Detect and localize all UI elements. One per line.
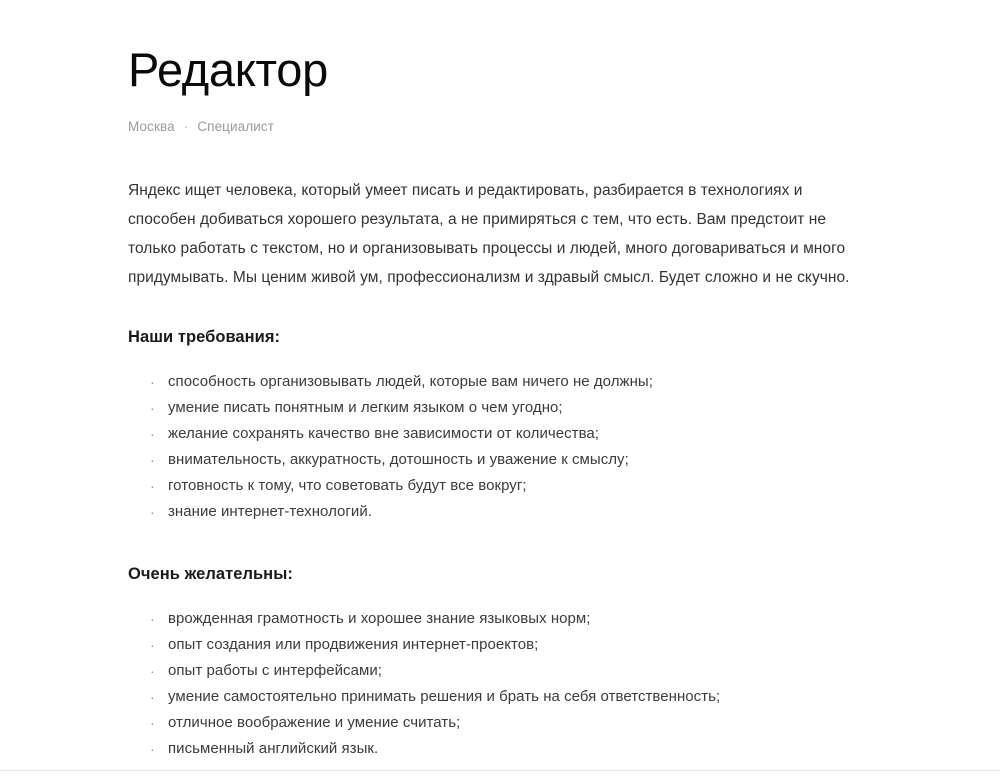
list-item-text: опыт работы с интерфейсами; [168, 661, 382, 679]
footer-divider [0, 770, 1000, 771]
list-item [128, 395, 873, 421]
bullet-dot-icon: · [150, 477, 155, 494]
bullet-dot-icon: · [150, 740, 155, 757]
bullet-dot-icon: · [150, 610, 155, 627]
list-item-text: знание интернет-технологий. [168, 502, 372, 520]
vacancy-level: Специалист [197, 118, 275, 134]
desirable-heading: Очень желательны: [128, 564, 293, 583]
list-item [128, 632, 873, 658]
bullet-dot-icon: · [150, 399, 155, 416]
list-item [128, 447, 873, 473]
list-item-text: письменный английский язык. [168, 739, 379, 757]
bullet-dot-icon: · [150, 503, 155, 520]
list-item [128, 606, 873, 632]
list-item-text: способность организовывать людей, которые вам ничего не должны; [168, 372, 653, 390]
requirements-heading: Наши требования: [128, 327, 281, 346]
bullet-dot-icon: · [150, 451, 155, 468]
list-item-text: желание сохранять качество вне зависимости от количества; [168, 424, 599, 442]
list-item [128, 684, 873, 710]
bullet-dot-icon: · [150, 425, 155, 442]
vacancy-city: Москва [128, 118, 175, 134]
list-item [128, 499, 873, 525]
list-item [128, 658, 873, 684]
list-item [128, 736, 873, 762]
meta-separator-dot: · [183, 118, 189, 134]
desirable-list [128, 584, 873, 762]
list-item-text: готовность к тому, что советовать будут все вокруг; [168, 476, 527, 494]
bullet-dot-icon: · [150, 714, 155, 731]
list-item-text: отличное воображение и умение считать; [168, 713, 461, 731]
bullet-dot-icon: · [150, 373, 155, 390]
vacancy-content [128, 0, 873, 762]
list-item [128, 710, 873, 736]
requirements-section [128, 292, 873, 525]
list-item [128, 421, 873, 447]
page-title: Редактор [128, 43, 328, 96]
vacancy-meta [128, 97, 873, 134]
list-item-text: умение писать понятным и легким языком о чем угодно; [168, 398, 563, 416]
bullet-dot-icon: · [150, 636, 155, 653]
desirable-section [128, 525, 873, 762]
list-item [128, 369, 873, 395]
vacancy-intro-paragraph: Яндекс ищет человека, который умеет писать и редактировать, разбирается в технологиях и способен добиваться хорошего результата, а не примиряться с тем, что есть. Вам предстоит не только работать с текстом, но и организовывать процессы и людей, много договариваться и много придумывать. Мы ценим живой ум, профессионализм и здравый смысл. Будет сложно и не скучно. [128, 181, 850, 286]
list-item-text: внимательность, аккуратность, дотошность и уважение к смыслу; [168, 450, 629, 468]
list-item [128, 473, 873, 499]
requirements-list [128, 347, 873, 525]
bullet-dot-icon: · [150, 662, 155, 679]
list-item-text: врожденная грамотность и хорошее знание языковых норм; [168, 609, 591, 627]
bullet-dot-icon: · [150, 688, 155, 705]
list-item-text: умение самостоятельно принимать решения и брать на себя ответственность; [168, 687, 721, 705]
list-item-text: опыт создания или продвижения интернет-проектов; [168, 635, 539, 653]
